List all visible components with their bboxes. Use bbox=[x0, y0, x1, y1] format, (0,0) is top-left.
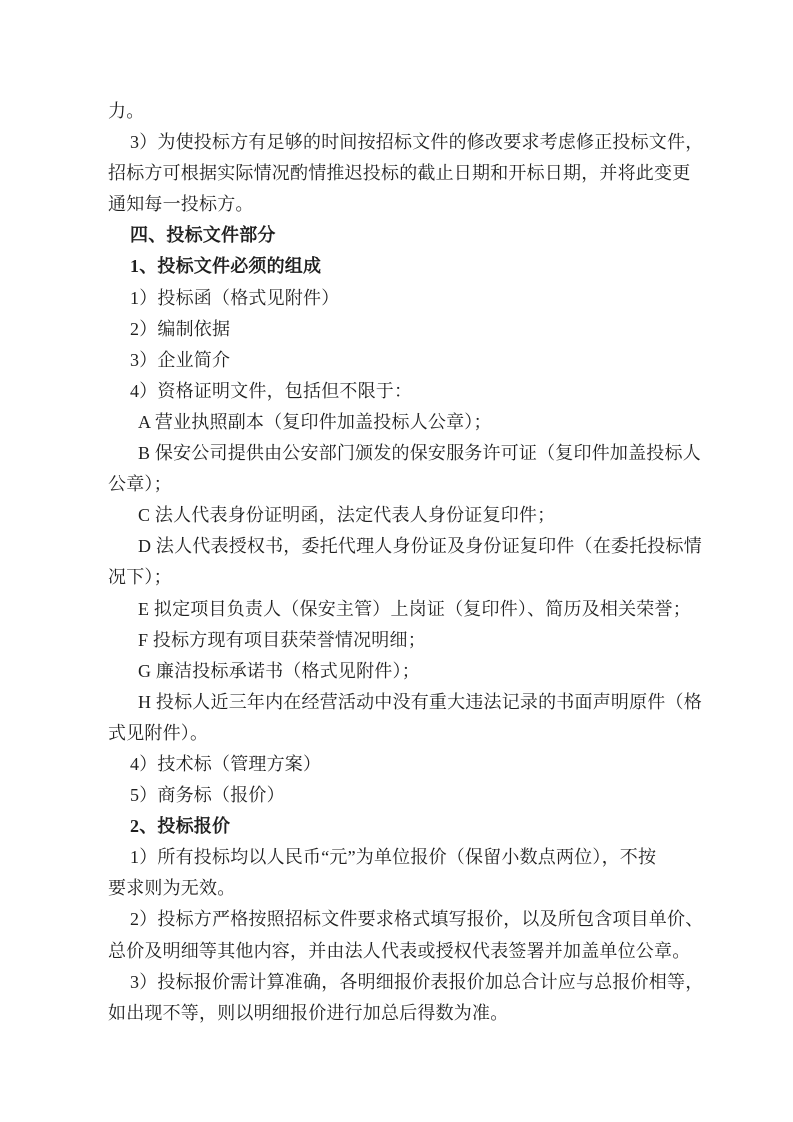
text-line: 总价及明细等其他内容，并由法人代表或授权代表签署并加盖单位公章。 bbox=[108, 940, 691, 961]
text-line: 4）资格证明文件，包括但不限于： bbox=[130, 380, 413, 401]
text-line: C 法人代表身份证明函，法定代表人身份证复印件； bbox=[138, 505, 556, 526]
text-line: 招标方可根据实际情况酌情推迟投标的截止日期和开标日期，并将此变更 bbox=[108, 163, 691, 184]
text-line: F 投标方现有项目获荣誉情况明细； bbox=[138, 629, 426, 650]
text-line: H 投标人近三年内在经营活动中没有重大违法记录的书面声明原件（格 bbox=[138, 691, 702, 712]
text-line: D 法人代表授权书，委托代理人身份证及身份证复印件（在委托投标情 bbox=[138, 536, 702, 557]
text-line: 式见附件）。 bbox=[108, 722, 209, 743]
text-line: 公章）； bbox=[108, 474, 172, 495]
text-line: B 保安公司提供由公安部门颁发的保安服务许可证（复印件加盖投标人 bbox=[138, 443, 701, 464]
text-line: 要求则为无效。 bbox=[108, 878, 236, 899]
text-line: 况下）； bbox=[108, 567, 172, 588]
section-heading-line: 2、投标报价 bbox=[130, 816, 231, 837]
text-line: G 廉洁投标承诺书（格式见附件）； bbox=[138, 660, 420, 681]
text-line: 3）企业简介 bbox=[130, 349, 231, 370]
text-line: 1）所有投标均以人民币“元”为单位报价（保留小数点两位），不按 bbox=[130, 847, 657, 868]
document-body bbox=[108, 96, 704, 1029]
text-line: 通知每一投标方。 bbox=[108, 194, 254, 215]
text-line: 5）商务标（报价） bbox=[130, 785, 285, 806]
text-line: A 营业执照副本（复印件加盖投标人公章）； bbox=[138, 411, 492, 432]
text-line: 2）编制依据 bbox=[130, 318, 231, 339]
section-heading-line: 四、投标文件部分 bbox=[130, 225, 276, 246]
text-line: 3）投标报价需计算准确，各明细报价表报价加总合计应与总报价相等， bbox=[130, 971, 704, 992]
section-heading-line: 1、投标文件必须的组成 bbox=[130, 256, 322, 277]
text-line: E 拟定项目负责人（保安主管）上岗证（复印件）、简历及相关荣誉； bbox=[138, 598, 691, 619]
text-line: 3）为使投标方有足够的时间按招标文件的修改要求考虑修正投标文件， bbox=[130, 132, 704, 153]
text-line: 如出现不等，则以明细报价进行加总后得数为准。 bbox=[108, 1002, 509, 1023]
text-line: 1）投标函（格式见附件） bbox=[130, 287, 340, 308]
text-line: 力。 bbox=[108, 101, 145, 121]
text-line: 2）投标方严格按照招标文件要求格式填写报价，以及所包含项目单价、 bbox=[130, 909, 704, 930]
text-line: 4）技术标（管理方案） bbox=[130, 753, 322, 774]
